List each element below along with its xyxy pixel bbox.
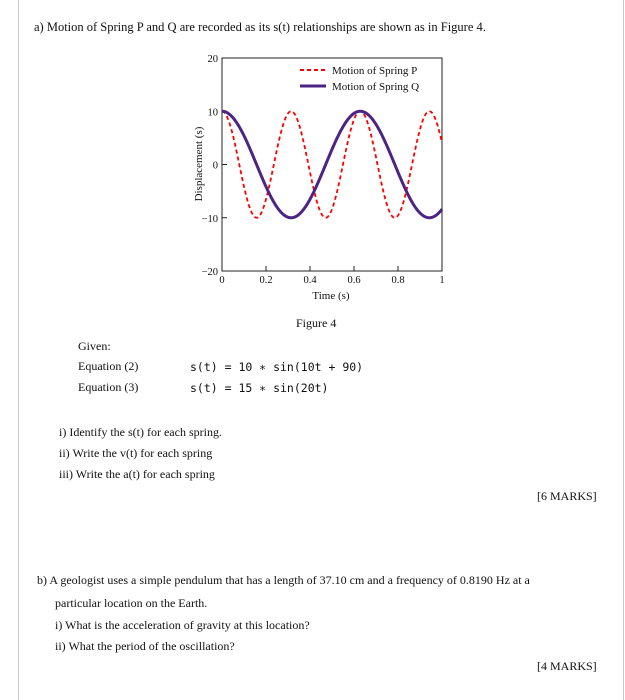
figure-caption: Figure 4 <box>296 316 337 330</box>
equation-3-formula: s(t) = 15 ∗ sin(20t) <box>190 381 329 395</box>
x-tick-label: 0.4 <box>303 275 317 286</box>
equation-2-label: Equation (2) <box>78 359 139 373</box>
legend-label-spring-p: Motion of Spring P <box>332 65 418 77</box>
equation-2-formula: s(t) = 10 ∗ sin(10t + 90) <box>190 360 364 374</box>
y-tick-label: −20 <box>201 267 218 278</box>
x-tick-label: 0.6 <box>347 275 361 286</box>
equation-3-label: Equation (3) <box>78 380 139 394</box>
series-spring-q-line <box>222 111 442 218</box>
page-frame-top <box>18 0 624 12</box>
marks-a: [6 MARKS] <box>537 489 597 503</box>
marks-b: [4 MARKS] <box>537 659 597 673</box>
x-axis-label: Time (s) <box>312 290 350 302</box>
x-tick-label: 1 <box>439 275 445 286</box>
y-tick-label: 0 <box>212 160 218 172</box>
y-tick-label: −10 <box>201 213 218 225</box>
question-b-intro: b) A geologist uses a simple pendulum that has a length of 37.10 cm and a frequency of 0.8190 Hz at a <box>37 573 530 587</box>
y-tick-label: 10 <box>207 107 218 119</box>
subquestion-a-ii: ii) Write the v(t) for each spring <box>59 446 213 460</box>
x-tick-label: 0 <box>219 275 225 286</box>
x-tick-label: 0.8 <box>391 275 405 286</box>
y-axis-label: Displacement (s) <box>193 126 205 202</box>
subquestion-b-i: i) What is the acceleration of gravity at this location? <box>55 618 310 632</box>
question-b-intro-cont: particular location on the Earth. <box>55 596 208 610</box>
question-a-intro: a) Motion of Spring P and Q are recorded as its s(t) relationships are shown as in Figure 4. <box>34 20 486 34</box>
subquestion-b-ii: ii) What the period of the oscillation? <box>55 639 235 653</box>
subquestion-a-i: i) Identify the s(t) for each spring. <box>59 425 222 439</box>
legend <box>300 65 419 93</box>
y-tick-label: 20 <box>207 54 218 65</box>
x-tick-label: 0.2 <box>259 275 273 286</box>
figure-4-chart <box>0 40 625 340</box>
subquestion-a-iii: iii) Write the a(t) for each spring <box>59 467 215 481</box>
legend-label-spring-q: Motion of Spring Q <box>332 81 420 93</box>
given-label: Given: <box>78 339 111 353</box>
